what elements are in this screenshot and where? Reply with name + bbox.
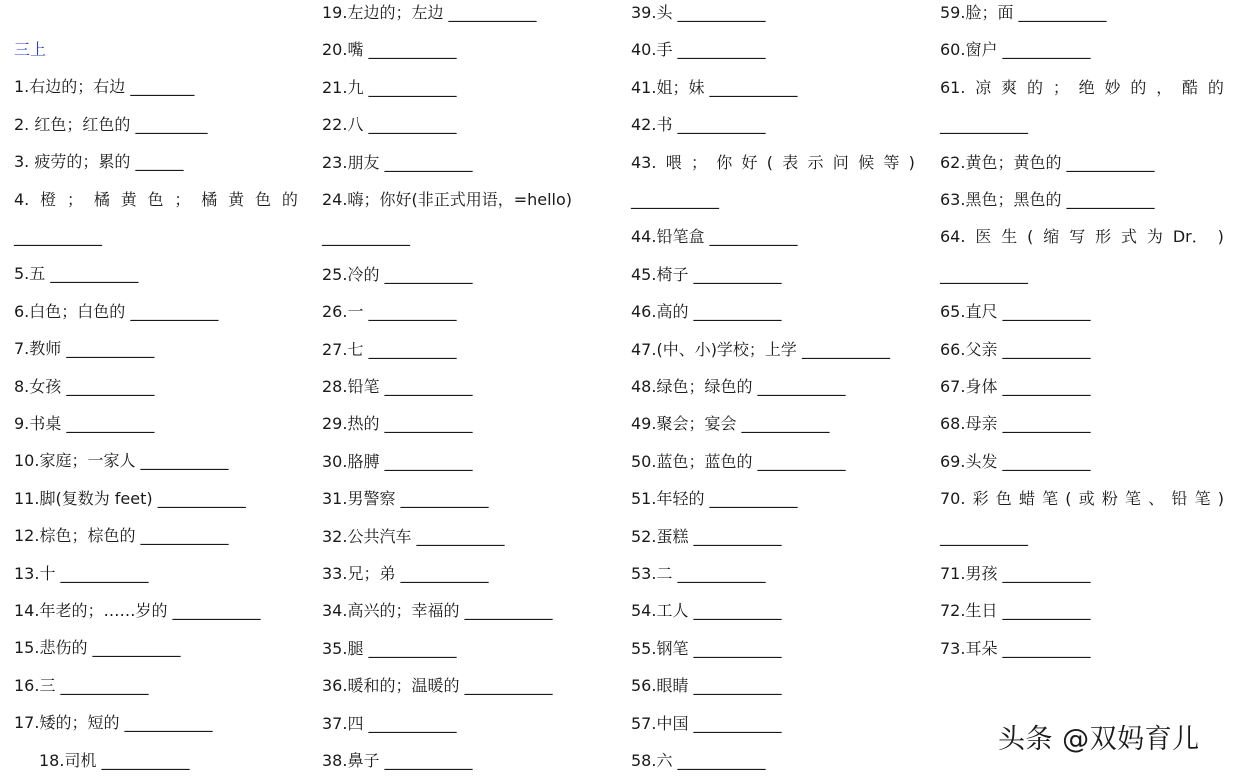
vocab-item: 5.五 ___________ bbox=[14, 264, 139, 284]
vocab-item: 26.一 ___________ bbox=[322, 302, 457, 322]
vocab-item: 40.手 ___________ bbox=[631, 40, 766, 60]
vocab-item: 17.矮的；短的 ___________ bbox=[14, 713, 213, 733]
vocab-item: 60.窗户 ___________ bbox=[940, 40, 1091, 60]
vocab-item: 62.黄色；黄色的 ___________ bbox=[940, 152, 1155, 172]
vocab-item: 45.椅子 ___________ bbox=[631, 264, 782, 284]
vocab-item: 43. 喂 ； 你 好 ( 表 示 问 候 等 ) bbox=[631, 152, 915, 172]
answer-blank-line: ___________ bbox=[14, 227, 102, 246]
vocab-item: 47.(中、小)学校；上学 ___________ bbox=[631, 339, 891, 359]
vocab-item: 38.鼻子 ___________ bbox=[322, 751, 473, 770]
vocab-item: 20.嘴 ___________ bbox=[322, 40, 457, 60]
vocab-item: 32.公共汽车 ___________ bbox=[322, 526, 505, 546]
vocab-item: 16.三 ___________ bbox=[14, 675, 149, 695]
vocab-item: 44.铅笔盒 ___________ bbox=[631, 227, 798, 247]
vocab-item: 29.热的 ___________ bbox=[322, 414, 473, 434]
vocab-item: 42.书 ___________ bbox=[631, 115, 766, 135]
vocab-item: 48.绿色；绿色的 ___________ bbox=[631, 377, 846, 396]
vocab-item: 51.年轻的 ___________ bbox=[631, 489, 798, 509]
vocab-item: 56.眼睛 ___________ bbox=[631, 676, 782, 696]
vocab-item: 52.蛋糕 ___________ bbox=[631, 526, 782, 546]
vocab-item: 21.九 ___________ bbox=[322, 77, 457, 97]
vocab-item: 19.左边的；左边 ___________ bbox=[322, 3, 537, 22]
vocab-item: 10.家庭；一家人 ___________ bbox=[14, 451, 229, 471]
vocab-item: 65.直尺 ___________ bbox=[940, 302, 1091, 322]
vocab-item: 35.腿 ___________ bbox=[322, 638, 457, 658]
vocab-item: 2. 红色；红色的 _________ bbox=[14, 114, 208, 134]
vocab-item: 36.暖和的；温暖的 ___________ bbox=[322, 676, 553, 696]
vocab-item: 22.八 ___________ bbox=[322, 115, 457, 135]
vocab-item: 3. 疲劳的；累的 ______ bbox=[14, 152, 184, 172]
vocab-item: 4. 橙 ； 橘 黄 色 ； 橘 黄 色 的 bbox=[14, 189, 298, 209]
answer-blank-line: ___________ bbox=[940, 115, 1028, 135]
answer-blank-line: ___________ bbox=[940, 526, 1028, 546]
vocab-item: 18.司机 ___________ bbox=[39, 750, 190, 770]
section-heading: 三上 bbox=[14, 40, 47, 59]
vocab-item: 15.悲伤的 ___________ bbox=[14, 638, 181, 658]
vocab-item: 8.女孩 ___________ bbox=[14, 376, 155, 396]
vocab-item: 54.工人 ___________ bbox=[631, 601, 782, 621]
vocab-item: 34.高兴的；幸福的 ___________ bbox=[322, 601, 553, 621]
vocab-item: 14.年老的；……岁的 ___________ bbox=[14, 601, 261, 620]
vocab-item: 23.朋友 ___________ bbox=[322, 152, 473, 172]
vocab-item: 70. 彩 色 蜡 笔 ( 或 粉 笔 、 铅 笔 ) bbox=[940, 489, 1224, 509]
vocab-item: 55.钢笔 ___________ bbox=[631, 638, 782, 658]
vocab-item: 59.脸；面 ___________ bbox=[940, 3, 1107, 22]
vocab-item: 69.头发 ___________ bbox=[940, 451, 1091, 471]
vocab-item: 57.中国 ___________ bbox=[631, 713, 782, 733]
column-4 bbox=[940, 0, 1230, 778]
vocab-item: 30.胳膊 ___________ bbox=[322, 451, 473, 471]
answer-blank-line: ___________ bbox=[940, 264, 1028, 284]
vocab-item: 27.七 ___________ bbox=[322, 339, 457, 359]
vocab-item: 50.蓝色；蓝色的 ___________ bbox=[631, 451, 846, 471]
vocab-item: 64. 医 生 ( 缩 写 形 式 为 Dr． ) bbox=[940, 227, 1224, 247]
vocab-item: 58.六 ___________ bbox=[631, 751, 766, 770]
vocab-item: 39.头 ___________ bbox=[631, 3, 766, 22]
vocab-item: 73.耳朵 ___________ bbox=[940, 638, 1091, 658]
vocab-item: 46.高的 ___________ bbox=[631, 302, 782, 322]
vocab-item: 9.书桌 ___________ bbox=[14, 414, 155, 433]
vocab-item: 33.兄；弟 ___________ bbox=[322, 564, 489, 583]
vocab-item: 7.教师 ___________ bbox=[14, 339, 155, 359]
vocab-item: 31.男警察 ___________ bbox=[322, 489, 489, 509]
vocab-item: 72.生日 ___________ bbox=[940, 601, 1091, 621]
answer-blank-line: ___________ bbox=[322, 227, 410, 247]
vocab-item: 41.姐；妹 ___________ bbox=[631, 77, 798, 97]
answer-blank-line: ___________ bbox=[631, 190, 719, 209]
vocab-item: 28.铅笔 ___________ bbox=[322, 377, 473, 396]
vocab-item: 13.十 ___________ bbox=[14, 563, 149, 583]
vocab-item: 53.二 ___________ bbox=[631, 564, 766, 583]
watermark-text: 头条 @双妈育儿 bbox=[998, 724, 1200, 755]
vocab-item: 11.脚(复数为 feet) ___________ bbox=[14, 488, 246, 508]
column-2 bbox=[322, 0, 614, 778]
vocab-item: 66.父亲 ___________ bbox=[940, 339, 1091, 359]
vocab-item: 12.棕色；棕色的 ___________ bbox=[14, 526, 229, 546]
vocab-item: 68.母亲 ___________ bbox=[940, 414, 1091, 434]
vocab-item: 71.男孩 ___________ bbox=[940, 564, 1091, 583]
vocab-item: 24.嗨；你好(非正式用语，=hello) bbox=[322, 190, 573, 209]
vocab-item: 25.冷的 ___________ bbox=[322, 264, 473, 284]
column-1 bbox=[14, 0, 304, 778]
vocab-item: 61. 凉 爽 的 ； 绝 妙 的 ， 酷 的 bbox=[940, 77, 1224, 97]
vocab-item: 63.黑色；黑色的 ___________ bbox=[940, 190, 1155, 209]
column-3 bbox=[631, 0, 921, 778]
vocab-item: 67.身体 ___________ bbox=[940, 377, 1091, 396]
vocab-item: 49.聚会；宴会 ___________ bbox=[631, 414, 830, 434]
vocab-item: 6.白色；白色的 ___________ bbox=[14, 301, 219, 321]
vocab-item: 37.四 ___________ bbox=[322, 713, 457, 733]
vocab-item: 1.右边的；右边 ________ bbox=[14, 77, 195, 97]
